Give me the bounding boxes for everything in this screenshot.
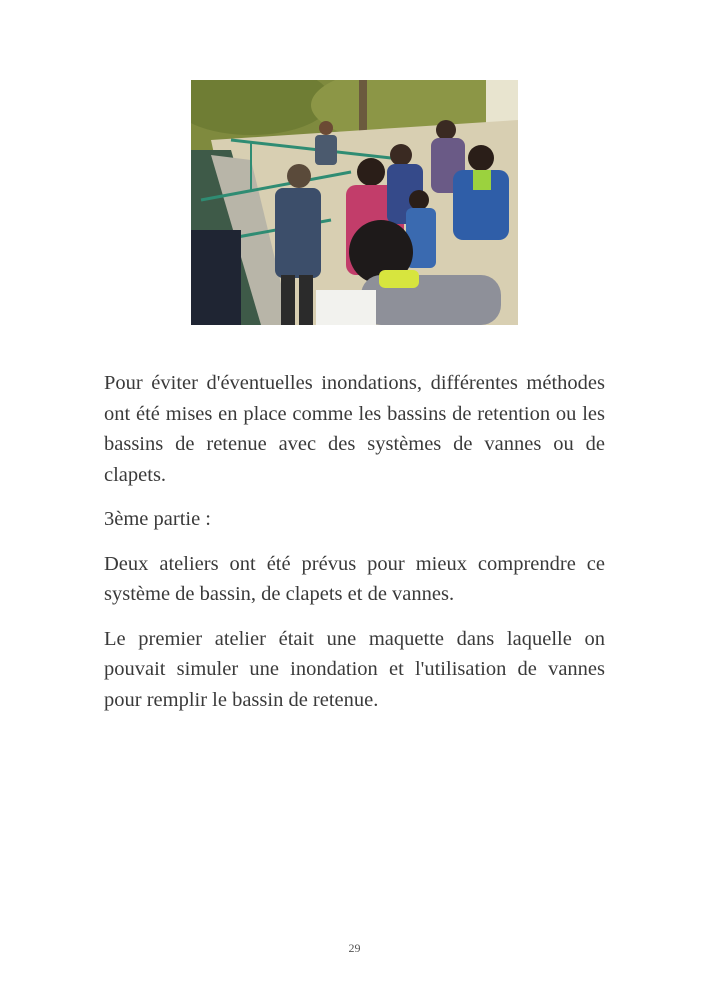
section-heading: 3ème partie :	[104, 508, 212, 530]
paragraph: Deux ateliers ont été prévus pour mieux comprendre ce système de bassin, de clapets et de vannes.	[104, 552, 605, 605]
paragraph: Le premier atelier était une maquette dans laquelle on pouvait simuler une inondation et l'utilisation de vannes pour remplir le bassin de retenue.	[104, 627, 605, 711]
body-text	[104, 368, 605, 729]
paragraph: Pour éviter d'éventuelles inondations, différentes méthodes ont été mises en place comme les bassins de retention ou les bassins de retenue avec des systèmes de vannes ou de clapets.	[104, 372, 605, 486]
page-number: 29	[348, 941, 361, 955]
children-at-sluice-photo	[191, 80, 518, 325]
